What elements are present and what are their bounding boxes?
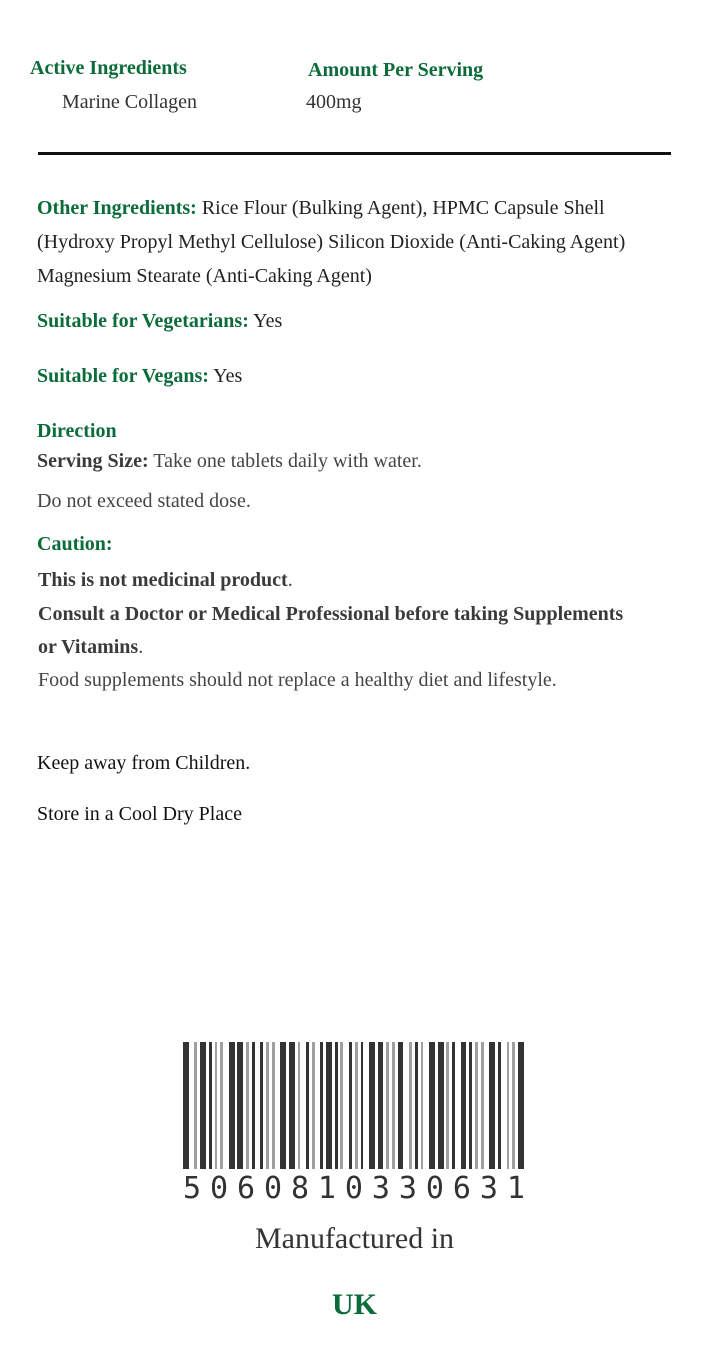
suitable-vegans-label: Suitable for Vegans:	[37, 365, 209, 387]
caution-line-3-end: .	[138, 636, 144, 658]
caution-line-2	[38, 603, 623, 626]
caution-line-1-end: .	[287, 569, 293, 591]
barcode-digit: 3	[479, 1171, 498, 1206]
barcode-digit: 8	[290, 1171, 309, 1206]
direction-heading: Direction	[37, 420, 117, 442]
barcode-digit: 6	[236, 1171, 256, 1206]
barcode-digit: 5	[183, 1171, 202, 1206]
active-ingredients-header: Active Ingredients	[30, 57, 187, 79]
divider	[38, 152, 671, 155]
caution-line-3	[38, 636, 143, 659]
caution-line-4: Food supplements should not replace a healthy diet and lifestyle.	[38, 669, 557, 691]
barcode-digit: 3	[398, 1171, 417, 1206]
barcode-digit: 1	[506, 1171, 525, 1206]
suitable-vegetarians	[37, 310, 282, 333]
serving-size-label: Serving Size:	[37, 450, 149, 472]
serving-size	[37, 450, 422, 473]
store-cool-dry: Store in a Cool Dry Place	[37, 803, 242, 825]
barcode-digit: 0	[209, 1171, 229, 1206]
caution-line-2-bold: Consult a Doctor or Medical Professional before taking Supplements	[38, 603, 624, 625]
caution-line-1	[38, 569, 293, 592]
other-ingredients-line2: (Hydroxy Propyl Methyl Cellulose) Silicon Dioxide (Anti-Caking Agent)	[37, 231, 626, 253]
barcode-digit: 0	[263, 1171, 283, 1206]
ingredient-amount: 400mg	[306, 91, 362, 113]
barcode-digit: 6	[452, 1171, 471, 1206]
barcode-digit: 1	[317, 1171, 336, 1206]
barcode-number	[183, 1172, 525, 1206]
suitable-vegetarians-value: Yes	[253, 310, 283, 332]
barcode-digit: 0	[425, 1171, 444, 1206]
other-ingredients	[37, 191, 677, 293]
manufactured-in-label: Manufactured in	[254, 1222, 455, 1255]
suitable-vegetarians-label: Suitable for Vegetarians:	[37, 310, 249, 332]
ingredient-name: Marine Collagen	[62, 91, 197, 113]
dose-note: Do not exceed stated dose.	[37, 490, 251, 512]
barcode-bar	[518, 1042, 524, 1169]
keep-away-children: Keep away from Children.	[37, 752, 251, 774]
barcode	[183, 1042, 525, 1169]
caution-heading: Caution:	[37, 533, 113, 555]
suitable-vegans-value: Yes	[213, 365, 243, 387]
other-ingredients-line1: Rice Flour (Bulking Agent), HPMC Capsule Shell	[201, 197, 605, 219]
other-ingredients-line3: Magnesium Stearate (Anti-Caking Agent)	[37, 265, 372, 287]
barcode-digit: 0	[344, 1171, 363, 1206]
serving-size-text: Take one tablets daily with water.	[153, 450, 422, 472]
barcode-digit: 3	[371, 1171, 390, 1206]
caution-line-1-bold: This is not medicinal product	[38, 569, 288, 591]
manufactured-country: UK	[332, 1288, 377, 1321]
caution-line-3-bold: or Vitamins	[38, 636, 139, 658]
other-ingredients-label: Other Ingredients:	[37, 197, 197, 219]
suitable-vegans	[37, 365, 242, 388]
amount-per-serving-header: Amount Per Serving	[308, 59, 484, 81]
